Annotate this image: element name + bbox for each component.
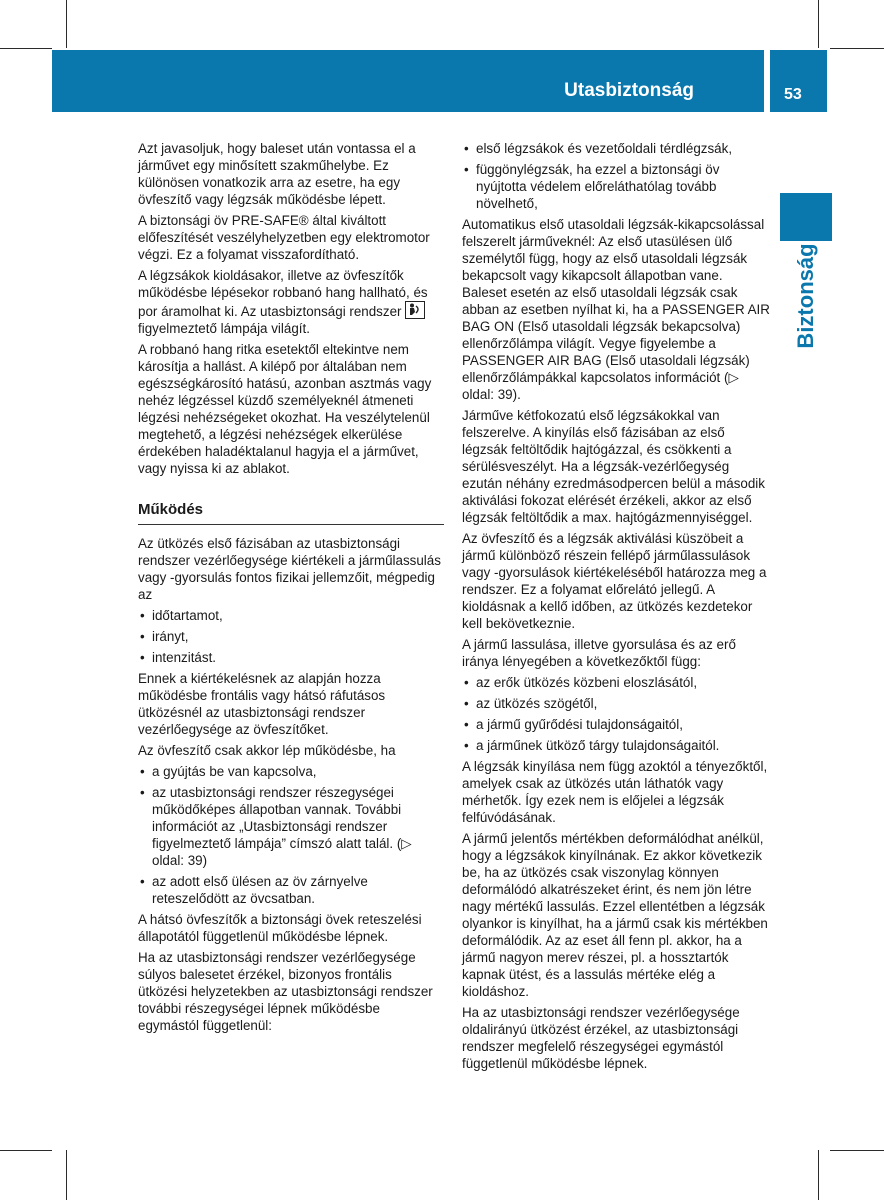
crop-mark <box>66 1150 67 1200</box>
list-item: • az ütközés szögétől, <box>462 695 770 712</box>
list-item: • időtartamot, <box>138 607 444 624</box>
bullet-list <box>138 607 444 666</box>
list-item: • a járműnek ütköző tárgy tulajdonságaitól. <box>462 737 770 754</box>
crop-mark <box>818 1150 819 1200</box>
list-item: • az adott első ülésen az öv zárnyelve reteszelődött az övcsatban. <box>138 873 444 907</box>
crop-mark <box>0 48 52 49</box>
crop-mark <box>830 48 884 49</box>
page-number: 53 <box>784 86 802 103</box>
paragraph <box>138 267 444 337</box>
paragraph: A jármű jelentős mértékben deformálódhat anélkül, hogy a légzsákok kinyílnának. Ez akkor következik be, ha az ütközés csak viszonylag könnyen deformálódó alkatrészeket érint, és nem jön létre nagy mértékű lassulás. Ezzel ellentétben a légzsák olyankor is kinyílhat, ha a jármű csak kis mértékben deformálódik. Az az eset áll fenn pl. akkor, ha a jármű nagyon merev részei, pl. a hossztartók kapnak ütést, és a lassulás mértéke elég a kioldáshoz. <box>462 831 768 999</box>
paragraph: Járműve kétfokozatú első légzsákokkal van felszerelve. A kinyílás első fázisában az első légzsák feltöltődik hajtógázzal, és csökkenti a sérülésveszélyt. Ha a légzsák-vezérlőegység ezután néhány ezredmásodpercen belül a második aktiválási fokozat elérését érzékeli, akkor az első légzsák feltöltődik a max. hajtógázmennyiséggel. <box>462 408 765 525</box>
list-item: • első légzsákok és vezetőoldali térdlégzsák, <box>462 140 770 157</box>
left-column <box>138 140 444 1038</box>
side-tab <box>780 193 832 241</box>
list-item: • az erők ütközés közbeni eloszlásától, <box>462 674 770 691</box>
paragraph: Azt javasoljuk, hogy baleset után vontassa el a járművet egy minősített szakműhelybe. Ez különösen vonatkozik arra az esetre, ha egy övfeszítő vagy légzsák működésbe lépett. <box>138 141 416 207</box>
crop-mark <box>830 1150 884 1151</box>
list-item: • a jármű gyűrődési tulajdonságaitól, <box>462 716 770 733</box>
header-bar <box>52 50 764 112</box>
list-item: • intenzitást. <box>138 649 444 666</box>
paragraph: Az ütközés első fázisában az utasbiztonsági rendszer vezérlőegysége kiértékeli a járműlassulás vagy -gyorsulás fontos fizikai jellemzőit, mégpedig az <box>138 536 441 602</box>
paragraph: A biztonsági öv PRE-SAFE® által kiváltott előfeszítését veszélyhelyzetben egy elektromotor végzi. Ez a folyamat visszafordítható. <box>138 213 430 262</box>
bullet-list <box>462 140 770 212</box>
page-header <box>52 50 827 112</box>
paragraph: Automatikus első utasoldali légzsák-kikapcsolással felszerelt járműveknél: Az első utasülésen ülő személytől függ, hogy az első utasoldali légzsák bekapcsolt vagy kikapcsolt állapotban vane. Baleset esetén az első utasoldali légzsák csak abban az esetben nyílhat ki, ha a PASSENGER AIR BAG ON (Első utasoldali légzsák bekapcsolva) ellenőrzőlámpa világít. Vegye figyelembe a PASSENGER AIR BAG (Első utasoldali légzsák) ellenőrzőlámpákkal kapcsolatos információt (▷ oldal: 39). <box>462 217 770 402</box>
side-tab-label: Biztonság <box>793 243 818 349</box>
list-item: • irányt, <box>138 628 444 645</box>
paragraph-text: A légzsákok kioldásakor, illetve az övfeszítők működésbe lépésekor robbanó hang hallható, és por áramolhat ki. Az utasbiztonsági rendszer <box>138 268 428 319</box>
paragraph: Az övfeszítő és a légzsák aktiválási küszöbeit a jármű különböző részein fellépő járműlassulások vagy -gyorsulások kiértékeléséből határozza meg a rendszer. Ez a folyamat előrelátó jellegű. A kioldásnak a kellő időben, az ütközés kezdetekor kell bekövetkeznie. <box>462 531 767 631</box>
list-item: • a gyújtás be van kapcsolva, <box>138 763 444 780</box>
restraint-system-warning-icon <box>405 301 425 319</box>
right-column <box>462 140 770 1076</box>
list-item: • függönylégzsák, ha ezzel a biztonsági öv nyújtotta védelem előreláthatólag tovább növelhető, <box>462 161 770 212</box>
paragraph: A légzsák kinyílása nem függ azoktól a tényezőktől, amelyek csak az ütközés után láthatók vagy mérhetők. Így ezek nem is előjelei a légzsák felfúvódásának. <box>462 759 768 825</box>
paragraph: Ennek a kiértékelésnek az alapján hozza működésbe frontális vagy hátsó ráfutásos ütközésnél az utasbiztonsági rendszer vezérlőegysége az övfeszítőket. <box>138 671 386 737</box>
paragraph: A jármű lassulása, illetve gyorsulása és az erő iránya lényegében a következőktől függ: <box>462 637 736 669</box>
crop-mark <box>0 1150 52 1151</box>
list-item: • az utasbiztonsági rendszer részegységei működőképes állapotban vannak. További információt az „Utasbiztonsági rendszer figyelmeztető lámpája” címszó alatt talál. (▷ oldal: 39) <box>138 784 444 869</box>
paragraph-text: figyelmeztető lámpája világít. <box>138 321 310 336</box>
paragraph: A robbanó hang ritka esetektől eltekintve nem károsítja a hallást. A kilépő por általában nem egészségkárosító hatású, azonban asztmás vagy nehéz légzéssel küzdő személyeknél átmeneti légzési nehézségeket okozhat. Ha veszélytelenül megtehető, a légzési nehézségek elkerülése érdekében haladéktalanul hagyja el a járművet, vagy nyissa ki az ablakot. <box>138 342 432 476</box>
crop-mark <box>66 0 67 48</box>
paragraph: Ha az utasbiztonsági rendszer vezérlőegysége oldalirányú ütközést érzékel, az utasbiztonsági rendszer megfelelő részegységei egymástól függetlenül működésbe lépnek. <box>462 1005 740 1071</box>
crop-mark <box>818 0 819 48</box>
paragraph: Ha az utasbiztonsági rendszer vezérlőegysége súlyos balesetet érzékel, bizonyos frontális ütközési helyzetekben az utasbiztonsági rendszer további részegységei lépnek működésbe egymástól függetlenül: <box>138 950 433 1033</box>
bullet-list <box>138 763 444 907</box>
section-heading: Működés <box>138 501 444 525</box>
section-title: Utasbiztonság <box>564 80 694 101</box>
paragraph: Az övfeszítő csak akkor lép működésbe, ha <box>138 743 396 758</box>
bullet-list <box>462 674 770 754</box>
paragraph: A hátsó övfeszítők a biztonsági övek reteszelési állapotától függetlenül működésbe lépnek. <box>138 912 422 944</box>
